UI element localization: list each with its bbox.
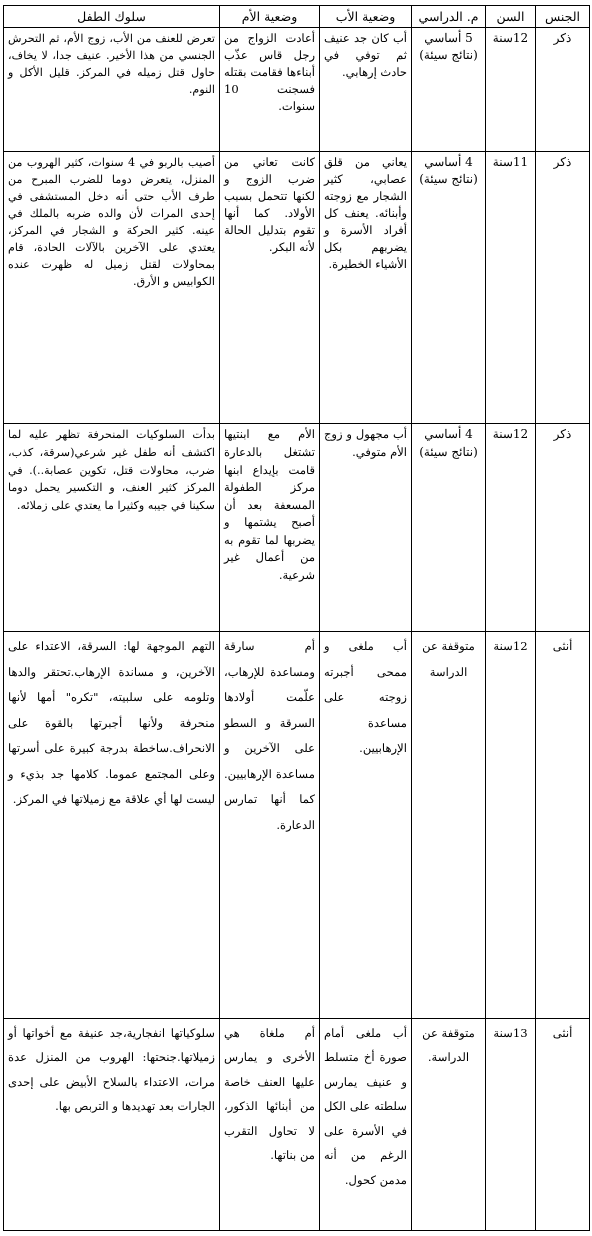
cell-age: 13سنة xyxy=(486,1018,536,1230)
header-father: وضعية الأب xyxy=(320,6,412,28)
cell-mother: أم سارقة ومساعدة للإرهاب، علّمت أولادها السرقة و السطو على الآخرين و مساعدة الإرهابيين. كما أنها تمارس الدعارة. xyxy=(220,632,320,1018)
header-gender: الجنس xyxy=(536,6,590,28)
cell-child: التهم الموجهة لها: السرقة، الاعتداء على الآخرين، و مساندة الإرهاب.تحتقر والدها وتلومه على سلبيته، "تكره" أمها لأنها منحرفة ولأنها أجبرتها بالقوة على الانحراف.ساخطة بدرجة كبيرة على أسرتها وعلى المجتمع عموما. كلامها جد بذيء و ليست لها أي علاقة مع زميلاتها في المركز. xyxy=(4,632,220,1018)
cell-mother: كانت تعاني من ضرب الزوج و لكنها تتحمل بسبب الأولاد. كما أنها تقوم بتدليل الحالة لأنه البكر. xyxy=(220,152,320,424)
cell-mother: أعادت الزواج من رجل قاس عذّب أبناءها فقامت بقتله فسجنت 10 سنوات. xyxy=(220,28,320,152)
table-row xyxy=(4,152,590,424)
cell-father: يعاني من قلق عصابي، كثير الشجار مع زوجته وأبنائه. يعنف كل أفراد الأسرة و يضربهم بكل الأشياء الخطيرة. xyxy=(320,152,412,424)
cell-education: 5 أساسي (نتائج سيئة) xyxy=(412,28,486,152)
table-row xyxy=(4,1018,590,1230)
header-child: سلوك الطفل xyxy=(4,6,220,28)
header-mother: وضعية الأم xyxy=(220,6,320,28)
cell-child: تعرض للعنف من الأب، زوج الأم، ثم التحرش الجنسي من هذا الأخير. عنيف جدا، لا يخاف، حاول قتل زميله في المركز. قليل الأكل و النوم. xyxy=(4,28,220,152)
cell-mother: أم ملغاة هي الأخرى و يمارس عليها العنف خاصة من أبنائها الذكور، لا تحاول التقرب من بناتها. xyxy=(220,1018,320,1230)
header-age: السن xyxy=(486,6,536,28)
cell-age: 12سنة xyxy=(486,632,536,1018)
cell-education: 4 أساسي (نتائج سيئة) xyxy=(412,424,486,632)
cell-father: أب مجهول و زوج الأم متوفي. xyxy=(320,424,412,632)
cell-age: 12سنة xyxy=(486,424,536,632)
cell-mother: الأم مع ابنتيها تشتغل بالدعارة قامت بإيداع ابنها مركز الطفولة المسعفة بعد أن أصبح يشتمها و يضربها لما تقوم به من أعمال غير شرعية. xyxy=(220,424,320,632)
table-row xyxy=(4,632,590,1018)
cell-child: أصيب بالربو في 4 سنوات، كثير الهروب من المنزل، يتعرض دوما للضرب المبرح من طرف الأب حتى أنه دخل المستشفى في إحدى المرات لأن والده ضربه بالملك في عينه. كثير الحركة و الشجار في المركز، يعتدي على الآخرين بالآلات الحادة، قام بمحاولات لقتل زميل له ظهرت عنده الكوابيس و الأرق. xyxy=(4,152,220,424)
header-row xyxy=(4,6,590,28)
table-row xyxy=(4,424,590,632)
cell-father: أب ملغى و ممحى أجبرته زوجته على مساعدة الإرهابيين. xyxy=(320,632,412,1018)
cell-father: أب ملغى أمام صورة أخ متسلط و عنيف يمارس سلطته على الكل في الأسرة على الرغم من أنه مدمن كحول. xyxy=(320,1018,412,1230)
cell-age: 12سنة xyxy=(486,28,536,152)
cell-education: 4 أساسي (نتائج سيئة) xyxy=(412,152,486,424)
cell-father: أب كان جد عنيف ثم توفي في حادث إرهابي. xyxy=(320,28,412,152)
cell-education: متوقفة عن الدراسة xyxy=(412,632,486,1018)
cell-education: متوقفة عن الدراسة. xyxy=(412,1018,486,1230)
cell-age: 11سنة xyxy=(486,152,536,424)
cell-gender: ذكر xyxy=(536,28,590,152)
case-table xyxy=(3,5,590,1231)
cell-gender: أنثى xyxy=(536,1018,590,1230)
cell-child: سلوكياتها انفجارية،جد عنيفة مع أخواتها أو زميلاتها.جنحتها: الهروب من المنزل عدة مرات، الاعتداء بالسلاح الأبيض على إحدى الجارات بعد تهديدها و التربص بها. xyxy=(4,1018,220,1230)
cell-gender: أنثى xyxy=(536,632,590,1018)
header-education: م. الدراسي xyxy=(412,6,486,28)
document-page xyxy=(3,5,589,1231)
table-row xyxy=(4,28,590,152)
cell-child: بدأت السلوكيات المنحرفة تظهر عليه لما اكتشف أنه طفل غير شرعي(سرقة، كذب، ضرب، محاولات قتل، تكوين عصابة..). في المركز كثير العنف، و التكسير يحمل دوما سكينا في جيبه وكثيرا ما يعتدي على زملائه. xyxy=(4,424,220,632)
cell-gender: ذكر xyxy=(536,152,590,424)
cell-gender: ذكر xyxy=(536,424,590,632)
